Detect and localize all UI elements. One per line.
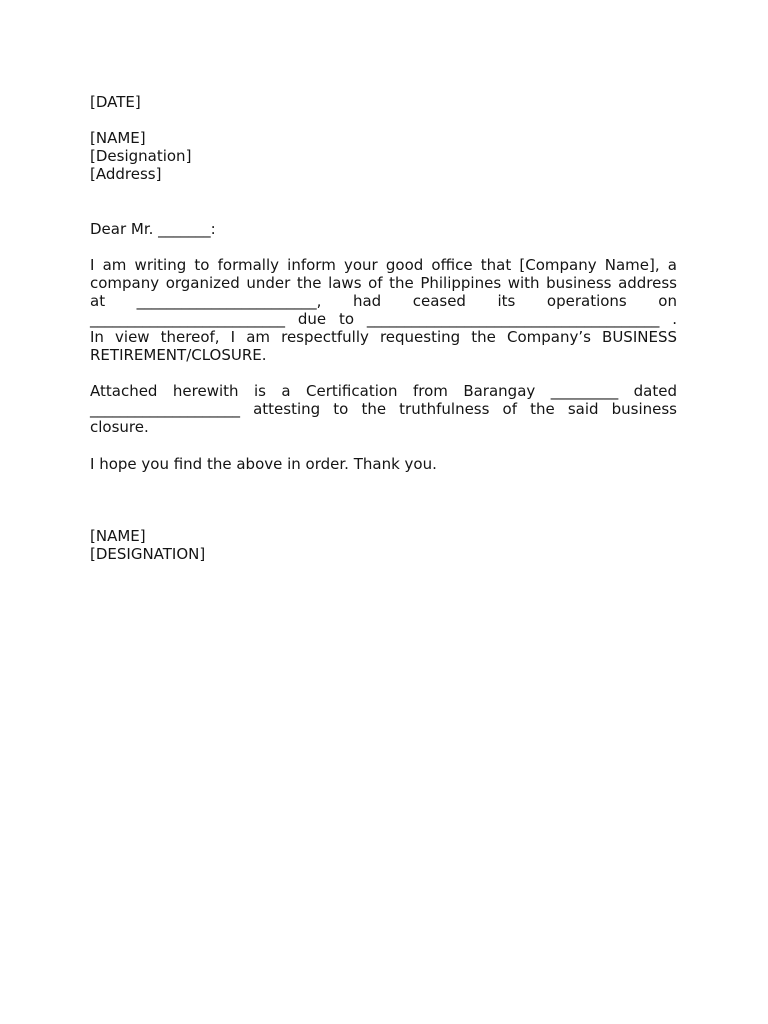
paragraph-1-line-6: RETIREMENT/CLOSURE.	[90, 346, 267, 364]
paragraph-1-line-3: at ________________________, had ceased its operations on	[90, 292, 677, 310]
paragraph-2-line-3: closure.	[90, 418, 149, 436]
paragraph-2-line-1: Attached herewith is a Certification from Barangay _________ dated	[90, 382, 677, 400]
recipient-name: [NAME]	[90, 129, 146, 147]
salutation-block	[90, 220, 677, 238]
body-paragraph-1	[90, 256, 677, 364]
body-paragraph-2	[90, 382, 677, 436]
paragraph-1-line-5: In view thereof, I am respectfully requesting the Company’s BUSINESS	[90, 328, 677, 346]
signature-name: [NAME]	[90, 527, 146, 545]
signature-designation: [DESIGNATION]	[90, 545, 206, 563]
closing-block	[90, 455, 677, 473]
recipient-address: [Address]	[90, 165, 162, 183]
closing-line: I hope you find the above in order. Thank you.	[90, 455, 437, 473]
salutation: Dear Mr. _______:	[90, 220, 216, 238]
date-block	[90, 93, 677, 111]
letter-date: [DATE]	[90, 93, 141, 111]
signature-block	[90, 527, 677, 563]
paragraph-1-line-4: __________________________ due to _______________________________________ .	[90, 310, 677, 328]
paragraph-1-line-1: I am writing to formally inform your good office that [Company Name], a	[90, 256, 677, 274]
paragraph-1-line-2: company organized under the laws of the Philippines with business address	[90, 274, 677, 292]
recipient-block	[90, 129, 677, 183]
recipient-designation: [Designation]	[90, 147, 192, 165]
paragraph-2-line-2: ____________________ attesting to the truthfulness of the said business	[90, 400, 677, 418]
